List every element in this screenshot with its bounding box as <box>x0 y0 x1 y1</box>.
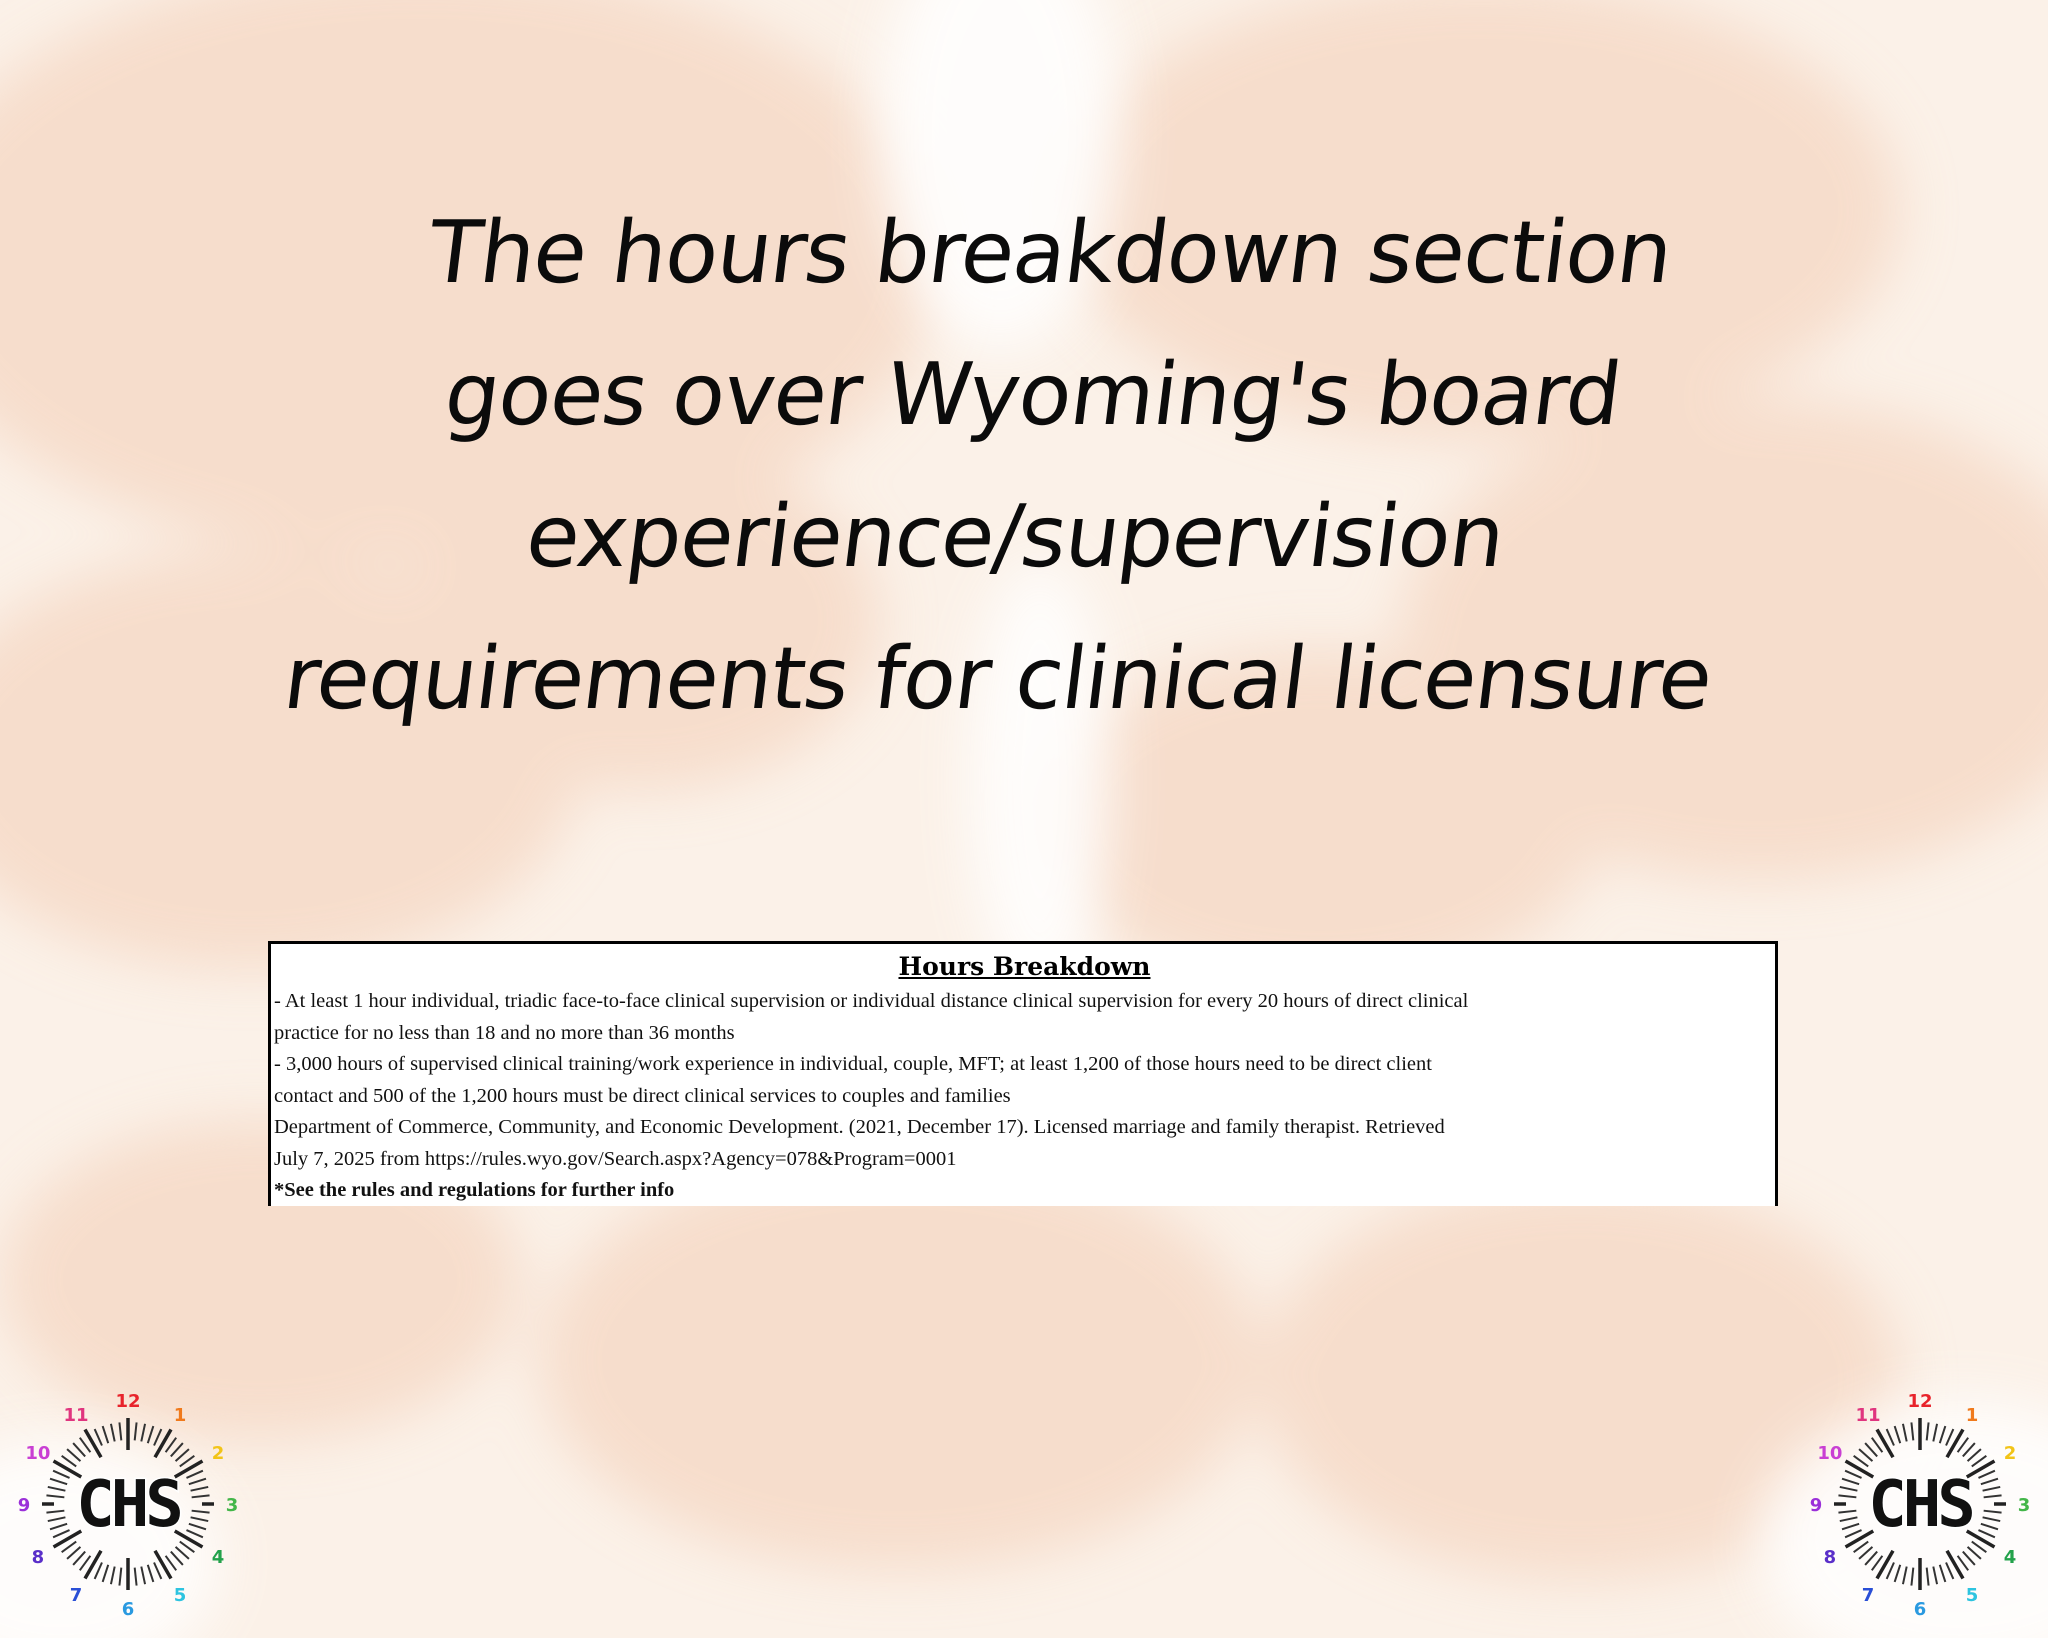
clock-tick <box>1854 1542 1869 1553</box>
clock-hour-label: 2 <box>2003 1443 2017 1464</box>
clock-tick <box>1840 1487 1858 1491</box>
clock-tick <box>1984 1511 2002 1513</box>
clock-tick <box>191 1517 209 1521</box>
clock-tick <box>1887 1562 1894 1578</box>
clock-hour-label: 10 <box>1817 1443 1843 1464</box>
clock-hour-label: 12 <box>1907 1391 1933 1412</box>
clock-tick <box>103 1565 109 1582</box>
clock-tick <box>53 1471 69 1478</box>
clock-tick <box>1933 1567 1937 1585</box>
clock-tick <box>1859 1449 1872 1461</box>
clock-tick <box>1946 1562 1953 1578</box>
clock-tick <box>95 1429 102 1445</box>
logo-text: CHS <box>1868 1468 1972 1542</box>
clock-tick <box>1984 1495 2002 1497</box>
clock-tick <box>148 1426 154 1443</box>
clock-tick <box>166 1556 177 1571</box>
clock-hour-label: 3 <box>225 1495 239 1516</box>
clock-tick <box>176 1547 189 1559</box>
clock-tick <box>186 1530 202 1537</box>
clock-hour-label: 12 <box>115 1391 141 1412</box>
panel-line: practice for no less than 18 and no more than 36 months <box>274 1021 735 1044</box>
clock-tick <box>1958 1556 1969 1571</box>
clock-hour-marker <box>85 1551 101 1579</box>
clock-hour-marker <box>155 1430 171 1458</box>
clock-tick <box>141 1424 145 1442</box>
clock-tick <box>1968 1449 1981 1461</box>
logo-text: CHS <box>76 1468 180 1542</box>
clock-tick <box>73 1443 85 1456</box>
clock-tick <box>192 1495 210 1497</box>
clock-tick <box>53 1530 69 1537</box>
clock-tick <box>154 1562 161 1578</box>
clock-hour-label: 3 <box>2017 1495 2031 1516</box>
chs-clock-logo-right <box>1800 1384 2040 1624</box>
clock-hour-marker <box>85 1430 101 1458</box>
clock-hour-label: 7 <box>69 1585 83 1607</box>
clock-tick <box>1963 1443 1975 1456</box>
headline-line: requirements for clinical licensure <box>278 629 1718 729</box>
clock-tick <box>119 1568 121 1586</box>
clock-tick <box>80 1438 91 1453</box>
clock-hour-label: 8 <box>1823 1547 1837 1568</box>
clock-tick <box>1895 1565 1901 1582</box>
clock-tick <box>1895 1426 1901 1443</box>
clock-tick <box>189 1524 206 1530</box>
clock-tick <box>1872 1438 1883 1453</box>
clock-tick <box>62 1456 77 1467</box>
clock-tick <box>135 1568 137 1586</box>
clock-tick <box>1972 1542 1987 1553</box>
clock-hour-label: 5 <box>1965 1585 1979 1607</box>
clock-hour-marker <box>1947 1430 1963 1458</box>
clock-tick <box>1968 1547 1981 1559</box>
clock-tick <box>48 1487 66 1491</box>
clock-tick <box>148 1565 154 1582</box>
clock-tick <box>46 1511 64 1513</box>
panel-line: - At least 1 hour individual, triadic face-to-face clinical supervision or individual distance clinical supervision for every 20 hours of direct clinical <box>274 990 1469 1012</box>
clock-tick <box>154 1429 161 1445</box>
clock-tick <box>1887 1429 1894 1445</box>
clock-tick <box>67 1449 80 1461</box>
clock-hour-label: 6 <box>121 1599 135 1620</box>
clock-tick <box>111 1424 115 1442</box>
clock-tick <box>111 1567 115 1585</box>
clock-tick <box>186 1471 202 1478</box>
clock-tick <box>1865 1552 1877 1565</box>
clock-tick <box>1927 1568 1929 1586</box>
panel-title: Hours Breakdown <box>898 952 1151 981</box>
clock-tick <box>1940 1565 1946 1582</box>
clock-tick <box>95 1562 102 1578</box>
chs-clock-logo-left <box>8 1384 248 1624</box>
headline-line: goes over Wyoming's board <box>439 345 1626 445</box>
clock-tick <box>1854 1456 1869 1467</box>
clock-tick <box>1840 1517 1858 1521</box>
clock-hour-marker <box>1877 1551 1893 1579</box>
clock-tick <box>171 1443 183 1456</box>
clock-tick <box>192 1511 210 1513</box>
clock-tick <box>1978 1530 1994 1537</box>
clock-tick <box>46 1495 64 1497</box>
hours-breakdown-panel <box>268 941 1778 1206</box>
clock-tick <box>191 1487 209 1491</box>
clock-tick <box>1838 1511 1856 1513</box>
clock-hour-marker <box>155 1551 171 1579</box>
clock-hour-label: 8 <box>31 1547 45 1568</box>
clock-hour-label: 4 <box>2003 1547 2017 1568</box>
panel-line: July 7, 2025 from https://rules.wyo.gov/Search.aspx?Agency=078&Program=0001 <box>274 1147 957 1170</box>
clock-hour-label: 1 <box>1965 1404 1979 1426</box>
clock-tick <box>1946 1429 1953 1445</box>
clock-tick <box>48 1517 66 1521</box>
clock-tick <box>67 1547 80 1559</box>
clock-tick <box>1981 1524 1998 1530</box>
clock-tick <box>171 1552 183 1565</box>
panel-note: *See the rules and regulations for further info <box>274 1179 675 1201</box>
clock-hour-marker <box>1947 1551 1963 1579</box>
clock-hour-label: 11 <box>1855 1404 1881 1426</box>
clock-hour-marker <box>1877 1430 1893 1458</box>
panel-line: - 3,000 hours of supervised clinical training/work experience in individual, couple, MFT; at least 1,200 of those hours need to be direct client <box>274 1053 1432 1075</box>
clock-tick <box>73 1552 85 1565</box>
clock-hour-label: 1 <box>173 1404 187 1426</box>
clock-tick <box>135 1422 137 1440</box>
clock-tick <box>50 1479 67 1485</box>
clock-tick <box>1940 1426 1946 1443</box>
clock-tick <box>80 1556 91 1571</box>
clock-hour-label: 10 <box>25 1443 51 1464</box>
clock-tick <box>103 1426 109 1443</box>
panel-line: Department of Commerce, Community, and Economic Development. (2021, December 17). Licensed marriage and family therapist. Retrieved <box>274 1116 1445 1138</box>
clock-tick <box>1903 1424 1907 1442</box>
headline-line: experience/supervision <box>520 487 1510 587</box>
clock-tick <box>62 1542 77 1553</box>
clock-hour-label: 6 <box>1913 1599 1927 1620</box>
clock-tick <box>119 1422 121 1440</box>
clock-tick <box>1845 1471 1861 1478</box>
clock-tick <box>50 1524 67 1530</box>
clock-logo-icon <box>8 1384 248 1624</box>
clock-tick <box>1865 1443 1877 1456</box>
clock-hour-label: 7 <box>1861 1585 1875 1607</box>
clock-tick <box>166 1438 177 1453</box>
clock-tick <box>1838 1495 1856 1497</box>
clock-tick <box>1903 1567 1907 1585</box>
clock-tick <box>1981 1479 1998 1485</box>
clock-hour-label: 5 <box>173 1585 187 1607</box>
clock-tick <box>1978 1471 1994 1478</box>
headline-line: The hours breakdown section <box>422 203 1678 303</box>
clock-tick <box>180 1456 195 1467</box>
clock-hour-label: 2 <box>211 1443 225 1464</box>
clock-tick <box>1933 1424 1937 1442</box>
clock-tick <box>189 1479 206 1485</box>
clock-tick <box>1842 1524 1859 1530</box>
clock-hour-label: 9 <box>1809 1495 1823 1516</box>
clock-tick <box>1972 1456 1987 1467</box>
clock-logo-icon <box>1800 1384 2040 1624</box>
clock-hour-label: 4 <box>211 1547 225 1568</box>
clock-tick <box>1842 1479 1859 1485</box>
clock-tick <box>1859 1547 1872 1559</box>
clock-hour-label: 11 <box>63 1404 89 1426</box>
clock-tick <box>1911 1568 1913 1586</box>
clock-tick <box>1963 1552 1975 1565</box>
clock-tick <box>1958 1438 1969 1453</box>
clock-tick <box>1983 1517 2001 1521</box>
clock-tick <box>1845 1530 1861 1537</box>
clock-tick <box>1927 1422 1929 1440</box>
clock-tick <box>180 1542 195 1553</box>
clock-tick <box>176 1449 189 1461</box>
clock-tick <box>1983 1487 2001 1491</box>
panel-line: contact and 500 of the 1,200 hours must be direct clinical services to couples and families <box>274 1084 1011 1107</box>
clock-tick <box>141 1567 145 1585</box>
clock-tick <box>1872 1556 1883 1571</box>
headline <box>89 182 1959 750</box>
clock-tick <box>1911 1422 1913 1440</box>
clock-hour-label: 9 <box>17 1495 31 1516</box>
